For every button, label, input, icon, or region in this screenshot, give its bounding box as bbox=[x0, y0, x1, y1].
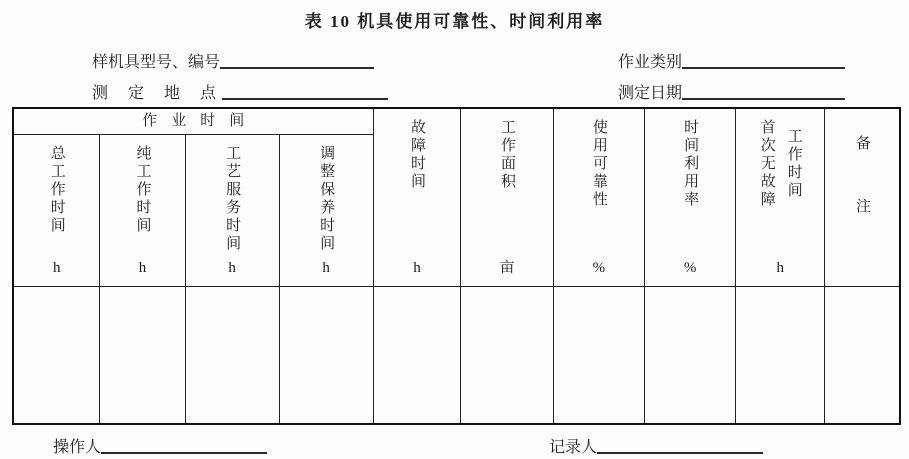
body-cell-use-reliability bbox=[553, 287, 644, 424]
adjust-maintenance-time-unit: h bbox=[322, 259, 330, 276]
table-body-row bbox=[13, 287, 900, 424]
column-header-use-reliability bbox=[553, 108, 644, 287]
time-utilization-label: 时间利用率 bbox=[682, 119, 699, 209]
remarks-label: 备注 bbox=[854, 135, 871, 261]
fault-time-unit: h bbox=[413, 260, 421, 276]
measure-date-label: 测定日期 bbox=[618, 85, 683, 102]
machine-model-label: 样机具型号、编号 bbox=[92, 54, 221, 71]
column-header-fault-time bbox=[373, 108, 461, 287]
measure-date-field bbox=[618, 80, 845, 103]
total-work-time-unit: h bbox=[52, 259, 61, 276]
measure-place-label: 测定地点 bbox=[92, 85, 237, 102]
pure-work-time-unit: h bbox=[138, 259, 147, 276]
column-header-process-service-time bbox=[185, 134, 279, 286]
operation-type-label: 作业类别 bbox=[618, 54, 683, 71]
pure-work-time-label: 纯工作时间 bbox=[134, 144, 151, 235]
first-failure-free-label-line1: 首次无故障 bbox=[758, 119, 775, 209]
body-cell-remarks bbox=[825, 287, 900, 424]
operator-blank-line bbox=[101, 438, 267, 454]
fault-time-label: 故障时间 bbox=[409, 119, 425, 191]
measure-place-blank-line bbox=[222, 84, 388, 100]
measure-place-field bbox=[92, 80, 388, 103]
body-cell-total-work-time bbox=[13, 287, 100, 424]
recorder-label: 记录人 bbox=[549, 439, 598, 456]
column-header-adjust-maintenance-time bbox=[279, 134, 373, 286]
first-failure-free-unit: h bbox=[776, 260, 784, 276]
total-work-time-label: 总工作时间 bbox=[48, 144, 65, 235]
body-cell-process-service-time bbox=[185, 287, 279, 424]
adjust-maintenance-time-label: 调整保养时间 bbox=[318, 144, 335, 253]
page-title: 表 10 机具使用可靠性、时间利用率 bbox=[304, 12, 605, 31]
column-header-first-failure-free-time bbox=[736, 108, 825, 287]
measurement-table bbox=[12, 107, 901, 425]
time-utilization-unit: % bbox=[683, 260, 697, 276]
operator-field bbox=[53, 434, 267, 457]
recorder-field bbox=[549, 434, 763, 457]
recorder-blank-line bbox=[597, 438, 763, 454]
use-reliability-unit: % bbox=[592, 260, 606, 276]
body-cell-fault-time bbox=[373, 287, 461, 424]
process-service-time-label: 工艺服务时间 bbox=[224, 144, 241, 253]
column-header-total-work-time bbox=[13, 134, 100, 286]
body-cell-work-area bbox=[461, 287, 553, 424]
body-cell-adjust-maintenance-time bbox=[279, 287, 373, 424]
column-header-work-area bbox=[461, 108, 553, 287]
operation-type-blank-line bbox=[682, 53, 845, 69]
first-failure-free-label bbox=[757, 119, 804, 209]
measure-date-blank-line bbox=[682, 84, 845, 100]
process-service-time-unit: h bbox=[228, 259, 236, 276]
body-cell-first-failure-free-time bbox=[736, 287, 825, 424]
operator-label: 操作人 bbox=[53, 439, 102, 456]
machine-model-blank-line bbox=[220, 53, 374, 69]
work-area-unit: 亩 bbox=[499, 260, 515, 276]
use-reliability-label: 使用可靠性 bbox=[590, 119, 607, 209]
first-failure-free-label-line2: 工作时间 bbox=[785, 128, 802, 200]
work-area-label: 工作面积 bbox=[499, 119, 516, 191]
column-header-pure-work-time bbox=[100, 134, 185, 286]
body-cell-pure-work-time bbox=[100, 287, 185, 424]
column-header-time-utilization bbox=[645, 108, 736, 287]
machine-model-field bbox=[92, 49, 374, 72]
group-header-work-time: 作业时间 bbox=[13, 108, 373, 134]
column-header-remarks bbox=[825, 108, 900, 287]
body-cell-time-utilization bbox=[645, 287, 736, 424]
operation-type-field bbox=[618, 49, 845, 72]
